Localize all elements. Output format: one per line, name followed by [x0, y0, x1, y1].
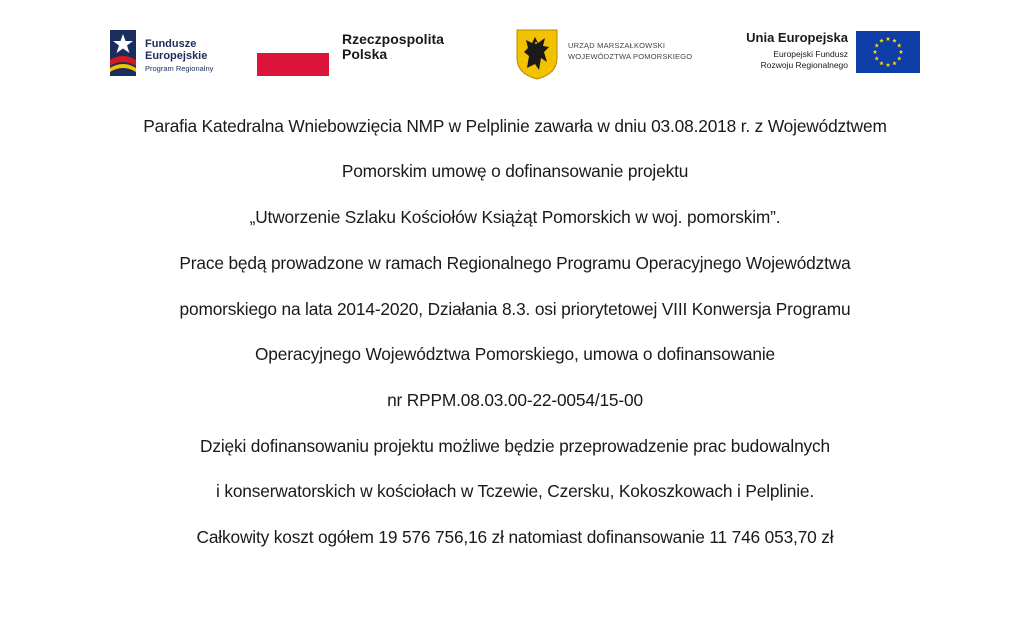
- urzad-marszalkowski-logo: [515, 28, 715, 80]
- announcement-line: Operacyjnego Województwa Pomorskiego, umowa o dofinansowanie: [255, 344, 775, 364]
- griffin-coat-of-arms-icon: [515, 28, 559, 80]
- announcement-line: i konserwatorskich w kościołach w Tczewie, Czersku, Kokoszkowach i Pelplinie.: [215, 481, 814, 501]
- announcement-line: Parafia Katedralna Wniebowzięcia NMP w Pelplinie zawarła w dniu 03.08.2018 r. z Województwem: [143, 116, 887, 136]
- unia-line2: Europejski Fundusz: [773, 49, 848, 59]
- polish-flag-icon: [257, 53, 329, 76]
- polska-line1: Rzeczpospolita: [342, 31, 444, 47]
- announcement-line: „Utworzenie Szlaku Kościołów Książąt Pomorskich w woj. pomorskim”.: [249, 207, 781, 227]
- urzad-line1: URZĄD MARSZAŁKOWSKI: [568, 41, 666, 50]
- fundusze-europejskie-star-icon: [110, 30, 138, 76]
- polska-line2: Polska: [342, 46, 388, 62]
- announcement-line: pomorskiego na lata 2014-2020, Działania 8.3. osi priorytetowej VIII Konwersja Programu: [179, 299, 851, 319]
- announcement-line: Całkowity koszt ogółem 19 576 756,16 zł natomiast dofinansowanie 11 746 053,70 zł: [196, 527, 834, 547]
- fundusze-line2: Europejskie: [145, 50, 208, 62]
- rzeczpospolita-polska-logo: [257, 32, 467, 78]
- logo-bar: [0, 0, 1030, 100]
- eu-flag-icon: [856, 31, 920, 73]
- fundusze-europejskie-logo: [110, 30, 240, 80]
- announcement-line: Prace będą prowadzone w ramach Regionalnego Programu Operacyjnego Województwa: [179, 253, 851, 273]
- unia-line3: Rozwoju Regionalnego: [760, 60, 848, 70]
- announcement-line: Dzięki dofinansowaniu projektu możliwe będzie przeprowadzenie prac budowalnych: [200, 436, 830, 456]
- announcement-line: nr RPPM.08.03.00-22-0054/15-00: [387, 390, 643, 410]
- fundusze-line3: Program Regionalny: [145, 64, 214, 73]
- unia-europejska-logo: [728, 28, 928, 80]
- announcement-line: Pomorskim umowę o dofinansowanie projektu: [341, 161, 689, 181]
- unia-line1: Unia Europejska: [746, 30, 848, 45]
- fundusze-line1: Fundusze: [145, 38, 197, 50]
- urzad-line2: WOJEWÓDZTWA POMORSKIEGO: [568, 52, 693, 61]
